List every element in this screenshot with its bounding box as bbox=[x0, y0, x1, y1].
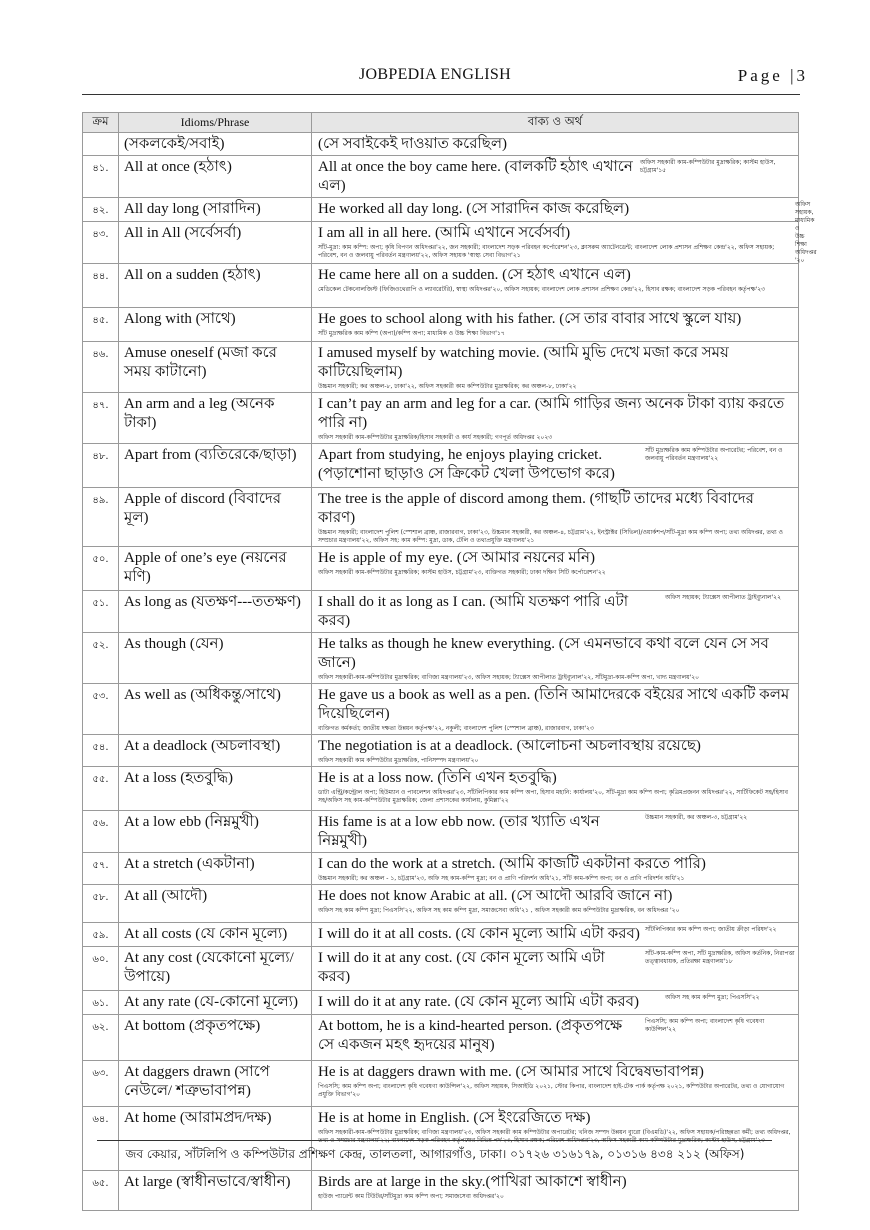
sentence-cell bbox=[312, 133, 799, 156]
sentence-cell bbox=[312, 633, 799, 684]
exam-source: অফিস সহকারী কাম কম্পিউটার মুদ্রাক্ষরিক, পানিসম্পদ মন্ত্রণালয়'২০ bbox=[318, 757, 479, 764]
document-title: JOBPEDIA ENGLISH bbox=[359, 66, 511, 83]
example-sentence: He is at a loss now. (তিনি এখন হতবুদ্ধি) bbox=[318, 770, 557, 786]
table-body bbox=[83, 133, 817, 1211]
sentence-cell bbox=[312, 591, 799, 633]
idiom-phrase: All in All (সর্বেসর্বা) bbox=[119, 222, 312, 264]
exam-source-side: উচ্চমান সহকারী, কর অঞ্চল-৩, চট্টগ্রাম'২২ bbox=[645, 814, 748, 821]
idiom-phrase: (সকলকেই/সবাই) bbox=[119, 133, 312, 156]
table-row bbox=[83, 923, 799, 947]
row-number: ৬১. bbox=[83, 991, 119, 1015]
idiom-phrase: At all (আদৌ) bbox=[119, 885, 312, 923]
exam-source: ডাটা এন্ট্রি/কন্ট্রোল অপা; হিউম্যান ও পাবলেশন অধিদপ্তর'২৩, সাঁটলিপিকার কাম কম্পি অপা, হিসাব মহানি: কার্যালয়'২০, সাঁট-মুদ্রা কাম কম্পি অপা; কৃত্রিমপ্রজনন অধিদপ্তর'২২, সার্টিফিকেট সহ/হিসাব সহ/অফিস সহ কাম-কম্পিউটার মুদ্রাক্ষরিক; জেলা প্রশাসকের কার্যালয়, কুমিল্লা'২২ bbox=[318, 789, 788, 804]
sentence-cell bbox=[312, 811, 799, 853]
table-row bbox=[83, 1015, 799, 1061]
table-row bbox=[83, 264, 799, 308]
row-number: ৪৪. bbox=[83, 264, 119, 308]
table-row bbox=[83, 222, 799, 264]
idiom-phrase: At a stretch (একটানা) bbox=[119, 853, 312, 885]
idiom-phrase: An arm and a leg (অনেক টাকা) bbox=[119, 393, 312, 444]
exam-source: উচ্চমান সহকারী; বাংলাদেশ পুলিশ (স্পেশাল ব্রাঞ্চ, রাজারবাগ, ঢাকা'২৩, উচ্চমান সহকারী, কর অঞ্চল-৪, চট্টগ্রাম'২২, ইনস্ট্রাক্টর (সিভিল)/ওয়ার্কশপ/সাঁট-মুদ্রা কাম কম্পি অপা; তথ্য অধিদপ্তর, তথ্য ও সম্প্রচার মন্ত্রণালয়'২২, অফিস সহ: কাম কম্পি: মুদ্রা, ডাক, টেলি ও তথ্যপ্রযুক্তি মন্ত্রণালয়'২১ bbox=[318, 529, 783, 544]
exam-source: অফিস সহকারী-কাম-কম্পিউটার মুদ্রাক্ষরিক; বাণিজ্য মন্ত্রণালয়'২৩, অফিস সহায়ক; ট্যাক্সেস আপীলাত ট্রাইব্যুনাল'২২, সাঁটমুদ্রা-কাম-কম্পি অপা, খাদ্য মন্ত্রণালয়'২০ bbox=[318, 674, 700, 681]
idiom-phrase: All on a sudden (হঠাৎ) bbox=[119, 264, 312, 308]
exam-source-side: অফিস সহায়ক; ট্যাক্সেস আপীলাত ট্রাইব্যুনাল'২২ bbox=[665, 594, 781, 601]
sentence-cell bbox=[312, 444, 799, 488]
sentence-cell bbox=[312, 767, 799, 811]
sentence-cell bbox=[312, 684, 799, 735]
example-sentence: I will do it at any rate. (যে কোন মূল্যে আমি এটা করব) bbox=[318, 994, 640, 1010]
table-row bbox=[83, 133, 799, 156]
sentence-cell bbox=[312, 947, 799, 991]
exam-source: সাঁট মুদ্রাক্ষরিক কাম কম্পি (অপা)/কম্পি অপা; মাধ্যমিক ও উচ্চ শিক্ষা বিভাগ'১৭ bbox=[318, 330, 505, 337]
sentence-cell bbox=[312, 991, 799, 1015]
idioms-table bbox=[82, 112, 817, 1211]
table-row bbox=[83, 811, 799, 853]
row-number: ৪৭. bbox=[83, 393, 119, 444]
idiom-phrase: At any cost (যেকোনো মূল্যে/উপায়ে) bbox=[119, 947, 312, 991]
idiom-phrase: All day long (সারাদিন) bbox=[119, 198, 312, 222]
example-sentence: He is at daggers drawn with me. (সে আমার সাথে বিদ্বেষভাবাপন্ন) bbox=[318, 1064, 704, 1080]
idiom-phrase: At a loss (হতবুদ্ধি) bbox=[119, 767, 312, 811]
example-sentence: I shall do it as long as I can. (আমি যতক্ষণ পারি এটা করব) bbox=[318, 594, 629, 629]
row-number: ৪৮. bbox=[83, 444, 119, 488]
table-row bbox=[83, 444, 799, 488]
table-row bbox=[83, 684, 799, 735]
sentence-cell bbox=[312, 735, 799, 767]
example-sentence: I can’t pay an arm and leg for a car. (আমি গাড়ির জন্য অনেক টাকা ব্যায় করতে পারি না) bbox=[318, 396, 785, 431]
sentence-cell bbox=[312, 342, 799, 393]
table-row bbox=[83, 947, 799, 991]
table-row bbox=[83, 735, 799, 767]
table-row bbox=[83, 991, 799, 1015]
row-number: ৫৯. bbox=[83, 923, 119, 947]
example-sentence: He gave us a book as well as a pen. (তিনি আমাদেরকে বইয়ের সাথে একটি কলম দিয়েছিলেন) bbox=[318, 687, 790, 722]
exam-source: মেডিকেল টেকনোলজিস্ট (ফিজিওথেরাপি ও ল্যাবরেটরি), স্বাস্থ্য অধিদপ্তর'২০, অফিস সহায়ক; বাংলাদেশ লোক প্রশাসন প্রশিক্ষণ কেন্দ্র'২২, হিসাব রক্ষক; বাংলাদেশ সড়ক পরিবহন কর্তৃপক্ষ'২৩ bbox=[318, 286, 766, 293]
example-sentence: I can do the work at a stretch. (আমি কাজটি একটানা করতে পারি) bbox=[318, 856, 706, 872]
row-number: ৬৪. bbox=[83, 1107, 119, 1171]
row-number: ৫৩. bbox=[83, 684, 119, 735]
example-sentence: Birds are at large in the sky.(পাখিরা আকাশে স্বাধীন) bbox=[318, 1174, 627, 1190]
idiom-phrase: At large (স্বাধীনভাবে/স্বাধীন) bbox=[119, 1171, 312, 1211]
table-row bbox=[83, 1171, 799, 1211]
idiom-phrase: At a low ebb (নিম্নমুখী) bbox=[119, 811, 312, 853]
example-sentence: All at once the boy came here. (বালকটি হঠাৎ এখানে এল) bbox=[318, 159, 633, 194]
row-number: ৫২. bbox=[83, 633, 119, 684]
exam-source-side: অফিস সহকারী কাম-কম্পিউটার মুদ্রাক্ষরিক; কাস্টম হাউস, চট্টগ্রাম'১৫ bbox=[640, 159, 776, 174]
table-row bbox=[83, 547, 799, 591]
row-number: ৪৯. bbox=[83, 488, 119, 547]
table-row bbox=[83, 591, 799, 633]
exam-source: অফিস সহকারী-কাম-কম্পিউটার মুদ্রাক্ষরিক; বাণিজ্য মন্ত্রণালয়'২৩, অফিস সহকারী কাম কম্পিউটার অপারেটর; খনিজ সম্পদ উন্নয়ন ব্যুরো (বিএমডি)'২২, অফিস সহায়ক/পরিচ্ছন্নতা কর্মী; তথ্য অধিদপ্তর, তথ্য ও সম্প্রচার মন্ত্রণালয়'২২; বাংলাদেশ সড়ক পরিবহন কর্তৃপক্ষের বিভিন্ন পদ'২৩, হিসাব রক্ষক; পরিবেশ অধিদপ্তর'২৩, অফিস সহকারী কাম-কম্পিউটার মুদ্রাক্ষরিক; কাস্টম হাউস, চট্টগ্রাম'২৩ bbox=[318, 1129, 791, 1144]
sentence-cell bbox=[312, 923, 799, 947]
table-row bbox=[83, 198, 799, 222]
idiom-phrase: At home (আরামপ্রদ/দক্ষ) bbox=[119, 1107, 312, 1171]
table-row bbox=[83, 488, 799, 547]
table-row bbox=[83, 853, 799, 885]
example-sentence: I am all in all here. (আমি এখানে সর্বেসর্বা) bbox=[318, 225, 571, 241]
row-number: ৬৩. bbox=[83, 1061, 119, 1107]
row-number: ৫৬. bbox=[83, 811, 119, 853]
row-number: ৫৪. bbox=[83, 735, 119, 767]
row-number bbox=[83, 133, 119, 156]
idiom-phrase: Apart from (ব্যতিরেকে/ছাড়া) bbox=[119, 444, 312, 488]
sentence-cell: He worked all day long. (সে সারাদিন কাজ করেছিল) অফিস সহায়ক, মাধ্যমিক ও উচ্চ শিক্ষা অধিদপ্তর '২০ bbox=[312, 198, 799, 222]
exam-source-side: অফিস সহ কাম কম্পি মুদ্রা; পিএসসি'২২ bbox=[665, 994, 760, 1001]
idiom-phrase: At all costs (যে কোন মূল্যে) bbox=[119, 923, 312, 947]
exam-source: অফিস সহকারী কাম-কম্পিউটার মুদ্রাক্ষরিক/হিসাব সহকারী ও কার্য সহকারী; গণপূর্ত অধিদপ্তর ২০২৩ bbox=[318, 434, 553, 441]
idiom-phrase: All at once (হঠাৎ) bbox=[119, 156, 312, 198]
idiom-phrase: Apple of discord (বিবাদের মূল) bbox=[119, 488, 312, 547]
idiom-phrase: As long as (যতক্ষণ---ততক্ষণ) bbox=[119, 591, 312, 633]
example-sentence: He came here all on a sudden. (সে হঠাৎ এখানে এল) bbox=[318, 267, 631, 283]
exam-source: উচ্চমান সহকারী; কর অঞ্চল-৮, ঢাকা'২২, অফিস সহকারী কাম কম্পিউটার মুদ্রাক্ষরিক; কর অঞ্চল-৮, ঢাকা'২২ bbox=[318, 383, 577, 390]
exam-source-side: সাঁটলিপিকার কাম কম্পি অপা; জাতীয় ক্রীড়া পরিষদ'২২ bbox=[645, 926, 777, 933]
row-number: ৬২. bbox=[83, 1015, 119, 1061]
exam-source: অফিস সহ কাম কম্পি মুদ্রা; পিএসসি'২২, অফিস সহ কাম কম্পি মুদ্রা, সমাজসেবা অধি'২১ , অফিস সহকারী কাম কম্পিউটার মুদ্রাক্ষরিক, বন অধিদপ্তর '২০ bbox=[318, 907, 680, 914]
row-number: ৫৭. bbox=[83, 853, 119, 885]
sentence-cell bbox=[312, 547, 799, 591]
sentence-cell bbox=[312, 1061, 799, 1107]
sentence-cell bbox=[312, 1015, 799, 1061]
table-row bbox=[83, 308, 799, 342]
table-row bbox=[83, 393, 799, 444]
sentence-cell bbox=[312, 853, 799, 885]
exam-source: ব্যক্তিগত কর্মকর্তা; জাতীয় দক্ষতা উন্নয়ন কর্তৃপক্ষ'২২, নকুলী; বাংলাদেশ পুলিশ (স্পেশাল ব্রাঞ্চ), রাজারবাগ, ঢাকা'২৩ bbox=[318, 725, 594, 732]
header-divider bbox=[82, 94, 800, 95]
sentence-cell bbox=[312, 264, 799, 308]
table-row bbox=[83, 1061, 799, 1107]
exam-source: হাউজ প্যারেন্ট কাম টিউটর/সাঁটমুদ্রা কাম কম্পি অপা; সমাজসেবা অধিদপ্তর'২০ bbox=[318, 1193, 504, 1200]
column-header-num: ক্রম bbox=[83, 113, 119, 133]
row-number: ৪২. bbox=[83, 198, 119, 222]
sentence-cell bbox=[312, 1171, 799, 1211]
idiom-phrase: As well as (অধিকন্তু/সাথে) bbox=[119, 684, 312, 735]
sentence-cell bbox=[312, 885, 799, 923]
sentence-cell bbox=[312, 222, 799, 264]
table-row bbox=[83, 767, 799, 811]
idiom-phrase: At bottom (প্রকৃতপক্ষে) bbox=[119, 1015, 312, 1061]
exam-source-side: পিএসসি; কাম কম্পি অপা; বাংলাদেশ কৃষি গবেষণা কাউন্সিল'২২ bbox=[645, 1018, 765, 1033]
page-header bbox=[0, 66, 870, 90]
row-number: ৪১. bbox=[83, 156, 119, 198]
page-footer: জব কেয়ার, সাঁটলিপি ও কম্পিউটার প্রশিক্ষণ কেন্দ্র, তালতলা, আগারগাঁও, ঢাকা। ০১৭২৬ ৩১৬১৭৯, ০১৩১৬ ৪৩৪ ২১২ (অফিস) bbox=[125, 1147, 745, 1161]
row-number: ৫৮. bbox=[83, 885, 119, 923]
example-sentence: Apart from studying, he enjoys playing cricket. (পড়াশোনা ছাড়াও সে ক্রিকেট খেলা উপভোগ করে) bbox=[318, 447, 615, 482]
example-sentence: He talks as though he knew everything. (সে এমনভাবে কথা বলে যেন সে সব জানে) bbox=[318, 636, 769, 671]
example-sentence: His fame is at a low ebb now. (তার খ্যাতি এখন নিম্নমুখী) bbox=[318, 814, 600, 849]
idiom-phrase: At daggers drawn (সাপে নেউলে/ শত্রুভাবাপন্ন) bbox=[119, 1061, 312, 1107]
idiom-phrase: Along with (সাথে) bbox=[119, 308, 312, 342]
row-number: ৬০. bbox=[83, 947, 119, 991]
idiom-phrase: As though (যেন) bbox=[119, 633, 312, 684]
page-number: Page |3 bbox=[737, 66, 808, 85]
table-row bbox=[83, 342, 799, 393]
example-sentence: He worked all day long. (সে সারাদিন কাজ করেছিল) bbox=[318, 201, 630, 217]
row-number: ৫১. bbox=[83, 591, 119, 633]
example-sentence: He does not know Arabic at all. (সে আদৌ আরবি জানে না) bbox=[318, 888, 673, 904]
row-number: ৬৫. bbox=[83, 1171, 119, 1211]
row-number: ৪৫. bbox=[83, 308, 119, 342]
exam-source: পিএসসি; কাম কম্পি অপা; বাংলাদেশ কৃষি গবেষণা কাউন্সিল'২২, অফিস সহায়ক, সিআইডি ২০২১, স্টোর কিপার, বাংলাদেশ হাই-টেক পার্ক কর্তৃপক্ষ ২০২১, কম্পিউটার অপারেটর, তথ্য ও যোগাযোগ প্রযুক্তি বিভাগ'২০ bbox=[318, 1083, 785, 1098]
row-number: ৫৫. bbox=[83, 767, 119, 811]
example-sentence: He goes to school along with his father. (সে তার বাবার সাথে স্কুলে যায়) bbox=[318, 311, 742, 327]
table-row bbox=[83, 885, 799, 923]
footer-divider bbox=[97, 1140, 772, 1141]
example-sentence: I will do it at any cost. (যে কোন মূল্যে আমি এটা করব) bbox=[318, 950, 605, 985]
sentence-cell bbox=[312, 308, 799, 342]
row-number: ৫০. bbox=[83, 547, 119, 591]
example-sentence: The tree is the apple of discord among them. (গাছটি তাদের মধ্যে বিবাদের কারণ) bbox=[318, 491, 754, 526]
example-sentence: At bottom, he is a kind-hearted person. (প্রকৃতপক্ষে সে একজন মহৎ হৃদয়ের মানুষ) bbox=[318, 1018, 623, 1053]
example-sentence: He is at home in English. (সে ইংরেজিতে দক্ষ) bbox=[318, 1110, 591, 1126]
example-sentence: I amused myself by watching movie. (আমি মুভি দেখে মজা করে সময় কাটিয়েছিলাম) bbox=[318, 345, 729, 380]
column-header-sentence: বাক্য ও অর্থ bbox=[312, 113, 799, 133]
example-sentence: (সে সবাইকেই দাওয়াত করেছিল) bbox=[318, 136, 508, 152]
exam-source-side: সাঁট-কাম-কম্পি অপা, সাঁট মুদ্রাক্ষরিক, অফিস কর্তনিক, নিরাপত্তা তত্ত্বাবধায়ক, প্রতিরক্ষা মন্ত্রণালয়'১৮ bbox=[645, 950, 795, 965]
row-number: ৪৬. bbox=[83, 342, 119, 393]
idiom-phrase: At any rate (যে-কোনো মূল্যে) bbox=[119, 991, 312, 1015]
sentence-cell bbox=[312, 393, 799, 444]
exam-source-side: সাঁট মুদ্রাক্ষরিক কাম কম্পিউটার অপারেটর; পরিবেশ, বন ও জলবায়ু পরিবর্তন মন্ত্রণালয়'২২ bbox=[645, 447, 783, 462]
table-row bbox=[83, 156, 799, 198]
table-header-row bbox=[83, 113, 799, 133]
row-number: ৪৩. bbox=[83, 222, 119, 264]
example-sentence: I will do it at all costs. (যে কোন মূল্যে আমি এটা করব) bbox=[318, 926, 640, 942]
exam-source: সাঁট-মুদ্রা: কাম কম্পি: অপা; কৃষি বিপণন অধিদপ্তর'২২, জন সহকারী; বাংলাদেশ সড়ক পরিবহন কর্পোরেশন'২৩, ক্লাসরুম অ্যাটেনডেন্ট; বাংলাদেশ লোক প্রশাসন প্রশিক্ষণ কেন্দ্র'২২, অফিস সহায়ক; পরিবেশ, বন ও জলবায়ু পরিবর্তন মন্ত্রণালয়'২২, অফিস সহায়ক 'স্বাস্থ্য সেবা বিভাগ'২১ bbox=[318, 244, 775, 259]
table-row bbox=[83, 633, 799, 684]
sentence-cell bbox=[312, 488, 799, 547]
idiom-phrase: At a deadlock (অচলাবস্থা) bbox=[119, 735, 312, 767]
column-header-idiom: Idioms/Phrase bbox=[119, 113, 312, 133]
exam-source: উচ্চমান সহকারী; কর অঞ্চল - ১, চট্টগ্রাম'২৩, অফি সহ কাম-কম্পি মুদ্রা; বন ও প্রাণি পরিদর্শন অধি'২১, সাঁট কাম-কম্পি অপা; বন ও প্রাণি পরিদর্শন অধি'২১ bbox=[318, 875, 685, 882]
exam-source: অফিস সহকারী কাম-কম্পিউটার মুদ্রাক্ষরিক; কাস্টম হাউস, চট্টগ্রাম'২৩, ব্যক্তিগত সহকারী; ঢাকা দক্ষিণ সিটি কর্পোরেশন'২২ bbox=[318, 569, 606, 576]
sentence-cell bbox=[312, 156, 799, 198]
idiom-phrase: Amuse oneself (মজা করে সময় কাটানো) bbox=[119, 342, 312, 393]
example-sentence: The negotiation is at a deadlock. (আলোচনা অচলাবস্থায় রয়েছে) bbox=[318, 738, 701, 754]
example-sentence: He is apple of my eye. (সে আমার নয়নের মনি) bbox=[318, 550, 595, 566]
idiom-phrase: Apple of one’s eye (নয়নের মণি) bbox=[119, 547, 312, 591]
